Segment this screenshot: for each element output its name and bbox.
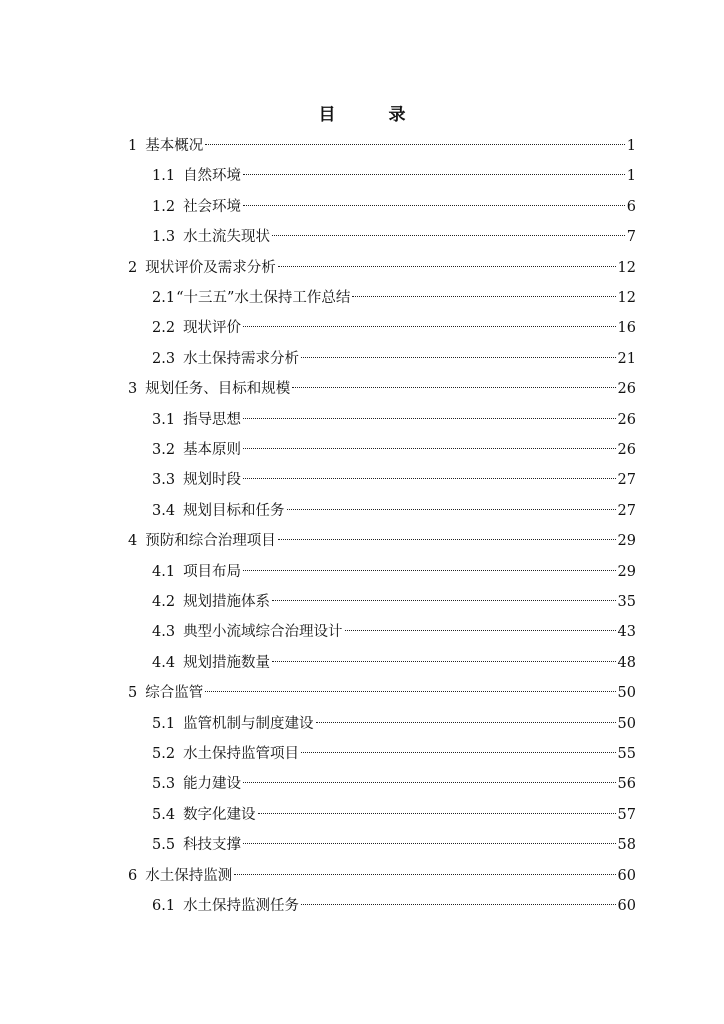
toc-entry-page: 29 (617, 563, 636, 580)
toc-entry[interactable] (128, 680, 636, 706)
toc-entry[interactable] (152, 498, 636, 524)
toc-entry-title: 典型小流域综合治理设计 (183, 624, 343, 641)
toc-entry-number: 2.1 (152, 290, 176, 306)
toc-entry-title: 规划措施体系 (183, 594, 271, 610)
toc-entry-title: 规划时段 (183, 472, 242, 489)
toc-entry[interactable] (152, 285, 636, 311)
toc-entry-page: 26 (617, 442, 636, 458)
toc-entry-page: 26 (617, 411, 636, 428)
toc-entry[interactable] (152, 619, 636, 645)
toc-entry-page: 48 (617, 654, 636, 671)
toc-entry-page: 55 (617, 746, 636, 762)
toc-entry-page: 57 (617, 806, 636, 823)
toc-entry-page: 26 (617, 381, 636, 398)
toc-entry-number: 2 (128, 259, 138, 276)
toc-entry-number: 3.3 (152, 472, 176, 489)
toc-entry-number: 2.2 (152, 320, 176, 337)
toc-entry-page: 6 (626, 198, 636, 215)
toc-entry[interactable] (152, 407, 636, 433)
toc-entry-page: 12 (617, 259, 636, 276)
dot-leader (272, 600, 615, 601)
toc-entry-title: 指导思想 (183, 411, 242, 428)
toc-entry-page: 56 (617, 776, 636, 793)
toc-entry-page: 21 (617, 350, 636, 367)
toc-entry-number: 5.3 (152, 776, 176, 793)
dot-leader (205, 144, 625, 145)
toc-entry-title: 数字化建设 (183, 806, 256, 823)
dot-leader (243, 478, 615, 479)
toc-entry-page: 27 (617, 502, 636, 519)
toc-entry-page: 7 (626, 229, 636, 246)
toc-entry[interactable] (152, 559, 636, 585)
toc-entry-number: 5.5 (152, 837, 176, 854)
toc-entry-page: 35 (617, 594, 636, 610)
toc-entry[interactable] (152, 741, 636, 767)
toc-entry-page: 50 (617, 715, 636, 732)
dot-leader (272, 661, 615, 662)
toc-entry[interactable] (152, 315, 636, 341)
dot-leader (316, 722, 616, 723)
toc-entry[interactable] (152, 802, 636, 828)
toc-entry-number: 5.2 (152, 746, 176, 762)
dot-leader (352, 296, 615, 297)
dot-leader (243, 174, 625, 175)
toc-entry-number: 2.3 (152, 350, 176, 367)
toc-entry-title: 规划措施数量 (183, 654, 271, 671)
toc-entry[interactable] (152, 771, 636, 797)
toc-entry-number: 3 (128, 381, 138, 398)
dot-leader (272, 235, 625, 236)
toc-entry-title: 监管机制与制度建设 (183, 715, 314, 732)
dot-leader (205, 691, 615, 692)
toc-entry-number: 6.1 (152, 898, 176, 914)
toc-entry[interactable] (152, 224, 636, 250)
dot-leader (243, 782, 615, 783)
toc-entry-title: 现状评价 (183, 320, 242, 337)
toc-entry-page: 43 (617, 624, 636, 641)
toc-entry-title: 综合监管 (145, 685, 204, 702)
dot-leader (278, 266, 616, 267)
toc-entry[interactable] (128, 133, 636, 159)
toc-entry-page: 1 (626, 168, 636, 185)
toc-entry[interactable] (152, 893, 636, 919)
toc-title: 目 录 (318, 105, 424, 125)
toc-entry[interactable] (152, 589, 636, 615)
toc-entry-page: 16 (617, 320, 636, 337)
toc-entry-number: 3.1 (152, 411, 176, 428)
toc-entry[interactable] (152, 650, 636, 676)
toc-entry-number: 5.4 (152, 806, 176, 823)
toc-entry-number: 1.2 (152, 198, 176, 215)
toc-entry-number: 1 (128, 138, 138, 154)
toc-entry-number: 6 (128, 867, 138, 884)
toc-entry-page: 58 (617, 837, 636, 854)
toc-entry-page: 12 (617, 290, 636, 306)
toc-entry-number: 5 (128, 685, 138, 702)
toc-entry[interactable] (152, 711, 636, 737)
toc-entry-title: 自然环境 (183, 168, 242, 185)
toc-entry[interactable] (152, 163, 636, 189)
toc-entry-title: 水土保持监测任务 (183, 898, 300, 914)
toc-entry-page: 60 (617, 867, 636, 884)
dot-leader (278, 539, 616, 540)
toc-entry-title: 水土保持监测 (145, 867, 233, 884)
toc-entry-page: 1 (626, 138, 636, 154)
toc-entry-number: 4.4 (152, 654, 176, 671)
dot-leader (243, 326, 615, 327)
toc-entry-number: 4 (128, 533, 138, 550)
toc-entry[interactable] (152, 832, 636, 858)
toc-entry-number: 3.2 (152, 442, 176, 458)
toc-entry-title: 规划目标和任务 (183, 502, 285, 519)
toc-entry[interactable] (128, 255, 636, 281)
toc-entry-title: 水土保持监管项目 (183, 746, 300, 762)
dot-leader (292, 387, 615, 388)
toc-entry-title: 基本概况 (145, 138, 204, 154)
dot-leader (243, 570, 615, 571)
dot-leader (243, 448, 615, 449)
dot-leader (345, 630, 616, 631)
toc-entry-title: “十三五”水土保持工作总结 (176, 290, 351, 306)
toc-entry-title: 预防和综合治理项目 (145, 533, 276, 550)
toc-entry-page: 60 (617, 898, 636, 914)
toc-entry-number: 3.4 (152, 502, 176, 519)
toc-entry[interactable] (152, 346, 636, 372)
toc-entry[interactable] (152, 437, 636, 463)
toc-entry-number: 4.1 (152, 563, 176, 580)
toc-entry-title: 水土流失现状 (183, 229, 271, 246)
toc-entry-page: 27 (617, 472, 636, 489)
toc-entry-title: 基本原则 (183, 442, 242, 458)
toc-entry[interactable] (152, 467, 636, 493)
toc-entry-number: 1.1 (152, 168, 176, 185)
dot-leader (243, 418, 615, 419)
toc-entry-title: 规划任务、目标和规模 (145, 381, 291, 398)
dot-leader (301, 752, 615, 753)
toc-entry-number: 4.2 (152, 594, 176, 610)
dot-leader (234, 874, 615, 875)
toc-entry-title: 科技支撑 (183, 837, 242, 854)
dot-leader (301, 357, 615, 358)
toc-entry-number: 4.3 (152, 624, 176, 641)
toc-entry-title: 水土保持需求分析 (183, 350, 300, 367)
toc-entry[interactable] (128, 376, 636, 402)
toc-entry-title: 社会环境 (183, 198, 242, 215)
toc-entry-page: 29 (617, 533, 636, 550)
toc-entry-number: 1.3 (152, 229, 176, 246)
toc-entry[interactable] (128, 528, 636, 554)
toc-entry[interactable] (128, 863, 636, 889)
toc-entry-title: 能力建设 (183, 776, 242, 793)
dot-leader (287, 509, 616, 510)
toc-entry[interactable] (152, 194, 636, 220)
dot-leader (243, 205, 625, 206)
dot-leader (258, 813, 616, 814)
toc-entry-number: 5.1 (152, 715, 176, 732)
dot-leader (243, 843, 615, 844)
dot-leader (301, 904, 615, 905)
toc-entry-title: 现状评价及需求分析 (145, 259, 276, 276)
toc-entry-page: 50 (617, 685, 636, 702)
toc-entry-title: 项目布局 (183, 563, 242, 580)
